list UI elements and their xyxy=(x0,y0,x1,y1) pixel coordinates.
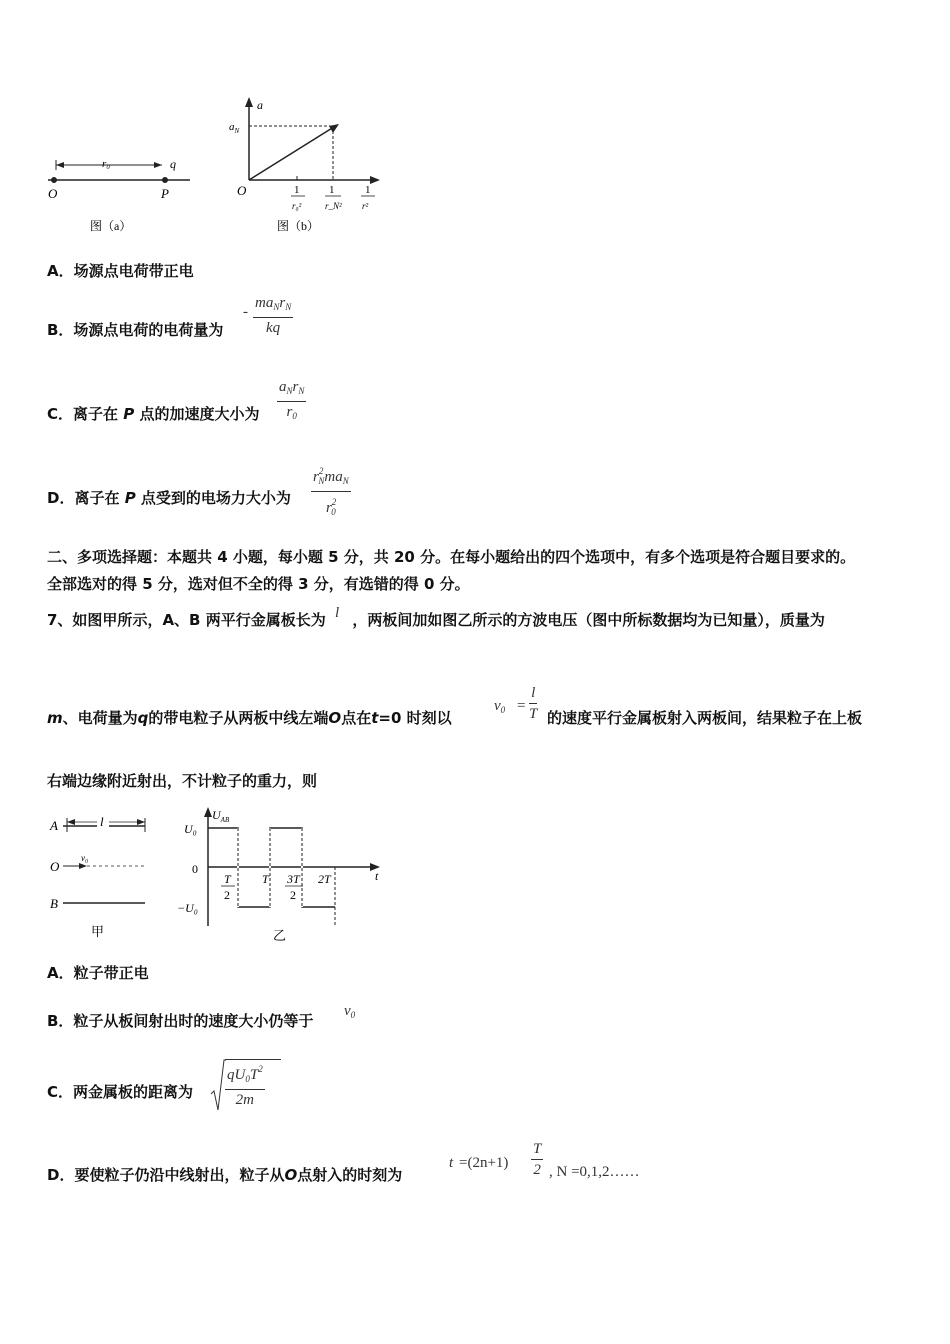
q7-option-A: A．粒子带正电 xyxy=(47,964,149,982)
q-label: q xyxy=(170,157,176,171)
plate-A-label: A xyxy=(50,818,58,833)
origin-O: O xyxy=(237,183,247,198)
zero-label: 0 xyxy=(192,862,198,876)
q7-stem-line3: 右端边缘附近射出，不计粒子的重力，则 xyxy=(47,772,318,790)
svg-text:1: 1 xyxy=(329,184,335,196)
caption-jia: 甲 xyxy=(91,924,105,939)
l-label: l xyxy=(100,814,104,829)
q7-option-B: B．粒子从板间射出时的速度大小仍等于 $v_0$ xyxy=(47,1003,356,1030)
tick-3T2-den: 2 xyxy=(290,888,296,902)
tick-3T2-num: 3T xyxy=(287,872,300,886)
q6-option-A: A．场源点电荷带正电 xyxy=(47,262,194,280)
point-O xyxy=(51,177,57,183)
plate-B-label: B xyxy=(50,896,58,911)
q6-option-D: D．离子在 P 点受到的电场力大小为 $r^2_Nma_N$ $r^2_0$ xyxy=(47,462,291,482)
tick-3-den: r² xyxy=(362,201,369,211)
q7-stem-line1: 7、如图甲所示，A、B 两平行金属板长为 l ，两板间加如图乙所示的方波电压（图中所标数据均为已知量），质量为 xyxy=(47,605,825,629)
axis-U-label: $U_{AB}$ xyxy=(212,808,230,824)
caption-yi: 乙 xyxy=(273,928,287,943)
U0-label: U₀ xyxy=(184,822,197,836)
svg-text:1: 1 xyxy=(365,184,371,196)
figure-b xyxy=(225,95,385,240)
tick-2T: 2T xyxy=(318,872,331,886)
section2-line1: 二、多项选择题：本题共 4 小题，每小题 5 分，共 20 分。在每小题给出的四个选项中，有多个选项是符合题目要求的。 xyxy=(47,548,856,566)
P-label: P xyxy=(161,186,169,201)
v0-label: v₀ xyxy=(81,853,89,863)
O-label: O xyxy=(48,186,58,201)
aN-label: $a_N$ xyxy=(229,121,240,135)
tick-2-den: r_N² xyxy=(325,201,342,211)
caption-a: 图（a） xyxy=(90,219,132,233)
tick-1-den: r₀² xyxy=(292,201,302,211)
section2-line2: 全部选对的得 5 分，选对但不全的得 3 分，有选错的得 0 分。 xyxy=(47,575,470,593)
figure-yi xyxy=(175,802,385,944)
O-label: O xyxy=(50,859,60,874)
tick-T2-num: T xyxy=(224,872,231,886)
q7-stem-line2: m、电荷量为q的带电粒子从两板中线左端O点在t=0 时刻以 $v_0$ = $\frac{l}{T}$ 的速度平行金属板射入两板间，结果粒子在上板 xyxy=(47,685,863,727)
negU0-label: −U₀ xyxy=(177,901,198,915)
graph-line xyxy=(249,125,337,180)
q6-option-B: B．场源点电荷的电荷量为 - $ma_Nr_N$ kq xyxy=(47,295,292,339)
t-label: t xyxy=(375,869,379,883)
caption-b: 图（b） xyxy=(277,219,320,233)
svg-text:1: 1 xyxy=(294,184,300,196)
axis-a-label: a xyxy=(257,98,263,112)
figure-a xyxy=(40,150,205,240)
q7-option-C: C．两金属板的距离为 $\frac{qU_0T^2}{2m}$ xyxy=(47,1056,193,1076)
tick-T2-den: 2 xyxy=(224,888,230,902)
point-P xyxy=(162,177,168,183)
r0-label: r₀ xyxy=(102,158,111,170)
tick-T: T xyxy=(262,872,269,886)
q7-option-D: D．要使粒子仍沿中线射出，粒子从O点射入的时刻为 t =(2n+1) $\frac{T}{2}$ , N =0,1,2…… xyxy=(47,1141,640,1184)
figure-jia xyxy=(45,812,165,940)
q6-option-C: C．离子在 P 点的加速度大小为 $a_Nr_N$ $r_0$ xyxy=(47,379,305,423)
